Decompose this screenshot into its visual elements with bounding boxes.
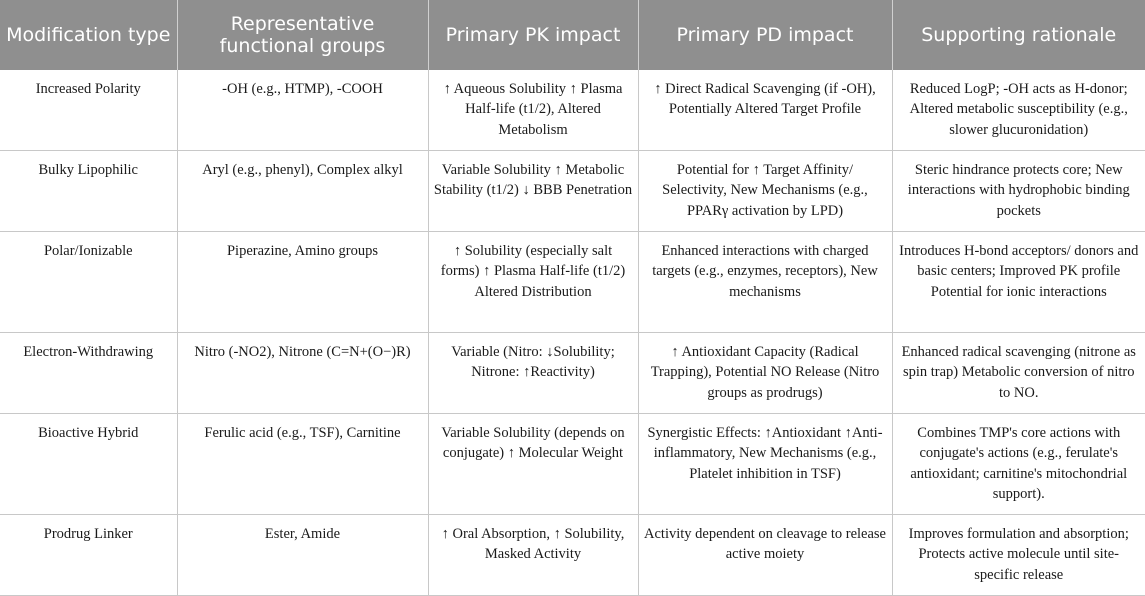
cell-pk: ↑ Aqueous Solubility ↑ Plasma Half-life (t1/2), Altered Metabolism — [428, 70, 638, 151]
cell-type: Prodrug Linker — [0, 515, 177, 596]
cell-groups: -OH (e.g., HTMP), -COOH — [177, 70, 428, 151]
cell-pk: Variable Solubility (depends on conjugate) ↑ Molecular Weight — [428, 414, 638, 515]
cell-pk: ↑ Oral Absorption, ↑ Solubility, Masked Activity — [428, 515, 638, 596]
header-pk-impact: Primary PK impact — [428, 0, 638, 70]
cell-pd: Synergistic Effects: ↑Antioxidant ↑Anti-inflammatory, New Mechanisms (e.g., Platelet inhibition in TSF) — [638, 414, 892, 515]
cell-pd: Enhanced interactions with charged targets (e.g., enzymes, receptors), New mechanisms — [638, 232, 892, 333]
header-rationale: Supporting rationale — [892, 0, 1145, 70]
table-row — [0, 151, 1145, 232]
cell-rationale: Reduced LogP; -OH acts as H-donor; Altered metabolic susceptibility (e.g., slower glucuronidation) — [892, 70, 1145, 151]
cell-rationale: Enhanced radical scavenging (nitrone as spin trap) Metabolic conversion of nitro to NO. — [892, 333, 1145, 414]
header-modification-type: Modification type — [0, 0, 177, 70]
cell-type: Bioactive Hybrid — [0, 414, 177, 515]
cell-groups: Ester, Amide — [177, 515, 428, 596]
cell-pk: Variable Solubility ↑ Metabolic Stability (t1/2) ↓ BBB Penetration — [428, 151, 638, 232]
cell-type: Polar/Ionizable — [0, 232, 177, 333]
cell-type: Increased Polarity — [0, 70, 177, 151]
cell-pd: Potential for ↑ Target Affinity/ Selectivity, New Mechanisms (e.g., PPARγ activation by LPD) — [638, 151, 892, 232]
header-functional-groups: Representative functional groups — [177, 0, 428, 70]
cell-pd: Activity dependent on cleavage to release active moiety — [638, 515, 892, 596]
table-row — [0, 70, 1145, 151]
cell-type: Electron-Withdrawing — [0, 333, 177, 414]
cell-groups: Piperazine, Amino groups — [177, 232, 428, 333]
cell-rationale: Steric hindrance protects core; New interactions with hydrophobic binding pockets — [892, 151, 1145, 232]
cell-type: Bulky Lipophilic — [0, 151, 177, 232]
cell-rationale: Combines TMP's core actions with conjugate's actions (e.g., ferulate's antioxidant; carnitine's mitochondrial support). — [892, 414, 1145, 515]
cell-rationale: Improves formulation and absorption; Protects active molecule until site-specific release — [892, 515, 1145, 596]
table-row — [0, 333, 1145, 414]
cell-groups: Aryl (e.g., phenyl), Complex alkyl — [177, 151, 428, 232]
header-row — [0, 0, 1145, 70]
cell-pk: ↑ Solubility (especially salt forms) ↑ Plasma Half-life (t1/2) Altered Distribution — [428, 232, 638, 333]
cell-pd: ↑ Antioxidant Capacity (Radical Trapping), Potential NO Release (Nitro groups as prodrugs) — [638, 333, 892, 414]
table-row — [0, 232, 1145, 333]
header-pd-impact: Primary PD impact — [638, 0, 892, 70]
table-row — [0, 515, 1145, 596]
cell-pk: Variable (Nitro: ↓Solubility; Nitrone: ↑Reactivity) — [428, 333, 638, 414]
table-row — [0, 414, 1145, 515]
cell-groups: Ferulic acid (e.g., TSF), Carnitine — [177, 414, 428, 515]
cell-pd: ↑ Direct Radical Scavenging (if -OH), Potentially Altered Target Profile — [638, 70, 892, 151]
cell-rationale: Introduces H-bond acceptors/ donors and basic centers; Improved PK profile Potential for ionic interactions — [892, 232, 1145, 333]
cell-groups: Nitro (-NO2), Nitrone (C=N+(O−)R) — [177, 333, 428, 414]
